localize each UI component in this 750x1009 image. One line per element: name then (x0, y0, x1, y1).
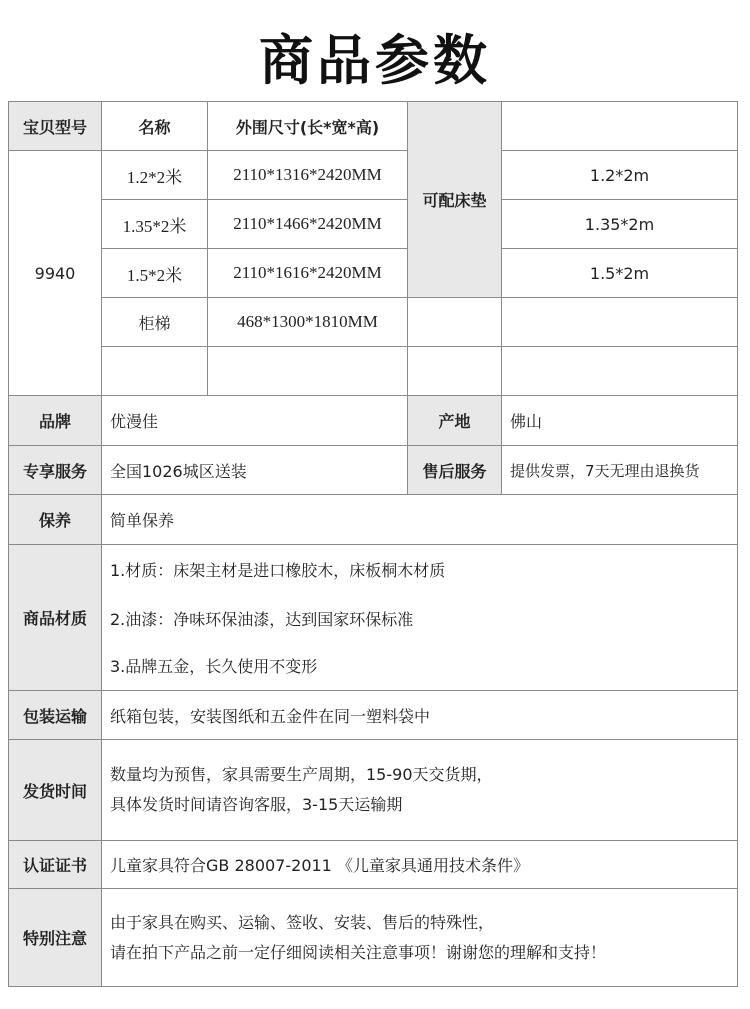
empty-cell (408, 298, 502, 347)
empty-cell (502, 347, 738, 396)
origin-label: 产地 (408, 396, 502, 446)
material-label: 商品材质 (9, 545, 102, 691)
mattress-label: 可配床垫 (408, 102, 502, 298)
notice-label: 特别注意 (9, 889, 102, 987)
brand-label: 品牌 (9, 396, 102, 446)
table-row (9, 495, 738, 545)
product-name: 1.5*2米 (102, 249, 208, 298)
empty-cell (502, 102, 738, 151)
empty-cell (102, 347, 208, 396)
notice-line: 由于家具在购买、运输、签收、安装、售后的特殊性， (110, 912, 495, 932)
table-row (9, 151, 738, 200)
product-size: 2110*1466*2420MM (208, 200, 408, 249)
table-row (9, 740, 738, 841)
material-line: 2.油漆：净味环保油漆，达到国家环保标准 (110, 609, 414, 629)
maintenance-value: 简单保养 (102, 495, 738, 545)
packaging-value: 纸箱包装，安装图纸和五金件在同一塑料袋中 (102, 691, 738, 740)
material-line: 1.材质：床架主材是进口橡胶木，床板桐木材质 (110, 560, 446, 580)
table-row (9, 200, 738, 249)
product-size: 468*1300*1810MM (208, 298, 408, 347)
model-value: 9940 (9, 151, 102, 396)
shipping-line: 数量均为预售，家具需要生产周期，15-90天交货期， (110, 765, 493, 784)
shipping-value (102, 740, 738, 841)
table-row (9, 396, 738, 446)
empty-cell (408, 347, 502, 396)
table-row (9, 889, 738, 987)
product-name: 1.2*2米 (102, 151, 208, 200)
model-label: 宝贝型号 (9, 102, 102, 151)
mattress-size: 1.35*2m (502, 200, 738, 249)
certification-value: 儿童家具符合GB 28007-2011 《儿童家具通用技术条件》 (102, 841, 738, 889)
material-value (102, 545, 738, 691)
table-row (9, 691, 738, 740)
mattress-size: 1.5*2m (502, 249, 738, 298)
mattress-size (502, 298, 738, 347)
service-value: 全国1026城区送装 (102, 446, 408, 495)
table-row (9, 102, 738, 151)
shipping-label: 发货时间 (9, 740, 102, 841)
maintenance-label: 保养 (9, 495, 102, 545)
product-size: 2110*1316*2420MM (208, 151, 408, 200)
brand-value: 优漫佳 (102, 396, 408, 446)
table-row (9, 841, 738, 889)
table-row (9, 298, 738, 347)
after-sales-label: 售后服务 (408, 446, 502, 495)
empty-cell (208, 347, 408, 396)
origin-value: 佛山 (502, 396, 738, 446)
service-label: 专享服务 (9, 446, 102, 495)
name-header: 名称 (102, 102, 208, 151)
certification-label: 认证证书 (9, 841, 102, 889)
page-title: 商品参数 (259, 29, 491, 92)
packaging-label: 包装运输 (9, 691, 102, 740)
mattress-size: 1.2*2m (502, 151, 738, 200)
product-name: 1.35*2米 (102, 200, 208, 249)
after-sales-value: 提供发票，7天无理由退换货 (502, 446, 738, 495)
table-row (9, 347, 738, 396)
table-row (9, 545, 738, 691)
table-row (9, 249, 738, 298)
shipping-line: 具体发货时间请咨询客服，3-15天运输期 (110, 795, 403, 814)
notice-line: 请在拍下产品之前一定仔细阅读相关注意事项！谢谢您的理解和支持！ (110, 942, 607, 962)
product-name: 柜梯 (102, 298, 208, 347)
material-line: 3.品牌五金，长久使用不变形 (110, 656, 318, 676)
spec-table (8, 101, 738, 987)
notice-value (102, 889, 738, 987)
product-size: 2110*1616*2420MM (208, 249, 408, 298)
table-row (9, 446, 738, 495)
size-header: 外围尺寸(长*宽*高) (208, 102, 408, 151)
